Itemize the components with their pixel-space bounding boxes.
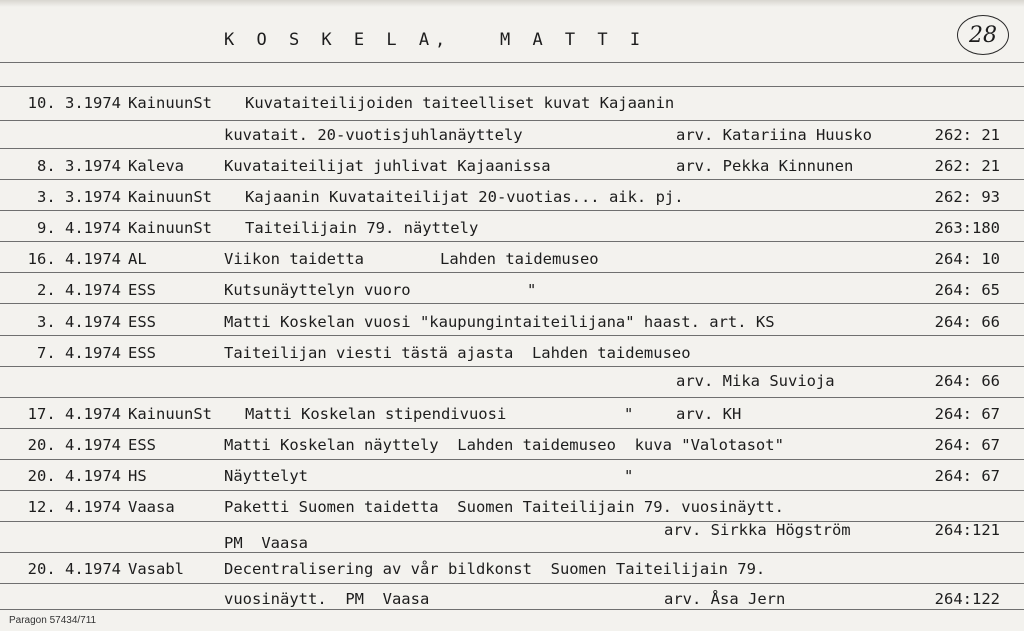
entry-reference: 264: 65: [934, 281, 1000, 299]
entry-title: Matti Koskelan näyttely Lahden taidemuseo kuva "Valotasot": [224, 436, 784, 454]
entry-title-continued: PM Vaasa: [224, 534, 308, 552]
ruled-line: [0, 272, 1024, 273]
entry-note: Lahden taidemuseo: [440, 250, 599, 268]
list-item: [0, 560, 1024, 582]
entry-reviewer: arv. Åsa Jern: [664, 590, 786, 608]
entry-source: ESS: [128, 344, 156, 362]
entry-source: KainuunSt: [128, 188, 212, 206]
list-item: [0, 405, 1024, 427]
entry-date: 12. 4.1974: [27, 498, 121, 516]
ruled-line: [0, 148, 1024, 149]
entry-title: Kajaanin Kuvataiteilijat 20-vuotias... aik. pj.: [245, 188, 684, 206]
list-item: [0, 219, 1024, 241]
entry-reference: 262: 21: [934, 126, 1000, 144]
ruled-line: [0, 459, 1024, 460]
entry-reviewer: arv. Pekka Kinnunen: [676, 157, 854, 175]
entry-date: 3. 3.1974: [37, 188, 121, 206]
page-number: 28: [969, 22, 997, 48]
entry-date: 20. 4.1974: [27, 467, 121, 485]
entry-source: ESS: [128, 281, 156, 299]
entry-title: Kuvataiteilijoiden taiteelliset kuvat Kajaanin: [245, 94, 675, 112]
entry-source: KainuunSt: [128, 219, 212, 237]
entry-date: 3. 4.1974: [37, 313, 121, 331]
entry-reference: 263:180: [934, 219, 1000, 237]
ruled-line: [0, 120, 1024, 121]
list-item: [0, 250, 1024, 272]
ruled-line: [0, 303, 1024, 304]
entry-source: Vasabl: [128, 560, 184, 578]
list-item: [0, 313, 1024, 335]
entry-reference: 264:121: [934, 521, 1000, 539]
entry-date: 8. 3.1974: [37, 157, 121, 175]
list-item: [0, 498, 1024, 520]
list-item: [0, 94, 1024, 116]
entry-date: 20. 4.1974: [27, 560, 121, 578]
list-item: [0, 344, 1024, 366]
entry-title: Paketti Suomen taidetta Suomen Taiteilijain 79. vuosinäytt.: [224, 498, 784, 516]
printer-imprint: Paragon 57434/711: [9, 615, 97, 626]
ditto-mark: ": [624, 405, 634, 423]
entry-title: Kuvataiteilijat juhlivat Kajaanissa: [224, 157, 551, 175]
entry-date: 17. 4.1974: [27, 405, 121, 423]
entry-source: KainuunSt: [128, 94, 212, 112]
entry-source: Vaasa: [128, 498, 175, 516]
entry-reference: 264: 66: [934, 372, 1000, 390]
entry-source: KainuunSt: [128, 405, 212, 423]
entry-title: Kutsunäyttelyn vuoro: [224, 281, 411, 299]
ruled-line: [0, 179, 1024, 180]
entry-title: Näyttelyt: [224, 467, 308, 485]
ruled-line: [0, 583, 1024, 584]
entry-title: Matti Koskelan vuosi "kaupungintaiteilijana" haast. art. KS: [224, 313, 775, 331]
entry-reference: 264: 66: [934, 313, 1000, 331]
entry-reference: 264: 67: [934, 467, 1000, 485]
ruled-line: [0, 366, 1024, 367]
entry-title: Matti Koskelan stipendivuosi: [245, 405, 507, 423]
entry-reference: 262: 93: [934, 188, 1000, 206]
ruled-line: [0, 428, 1024, 429]
card-title: K O S K E L A, M A T T I: [224, 30, 647, 50]
entry-reference: 264:122: [934, 590, 1000, 608]
list-item-continuation: [0, 372, 1024, 394]
entry-source: ESS: [128, 436, 156, 454]
entry-reviewer: arv. Katariina Huusko: [676, 126, 872, 144]
entry-title-continued: vuosinäytt. PM Vaasa: [224, 590, 430, 608]
ruled-line: [0, 86, 1024, 87]
list-item-continuation: [0, 534, 1024, 556]
page-number-circle: [957, 15, 1009, 55]
list-item-continuation: [0, 126, 1024, 148]
list-item: [0, 157, 1024, 179]
ruled-line: [0, 241, 1024, 242]
entry-source: ESS: [128, 313, 156, 331]
ruled-line: [0, 490, 1024, 491]
entry-date: 2. 4.1974: [37, 281, 121, 299]
entry-reviewer: arv. Mika Suvioja: [676, 372, 835, 390]
entry-title: Taiteilijan viesti tästä ajasta Lahden taidemuseo: [224, 344, 691, 362]
entry-title: Decentralisering av vår bildkonst Suomen Taiteilijain 79.: [224, 560, 766, 578]
entry-title: Taiteilijain 79. näyttely: [245, 219, 479, 237]
entry-date: 16. 4.1974: [27, 250, 121, 268]
entry-reference: 262: 21: [934, 157, 1000, 175]
ditto-mark: ": [624, 467, 634, 485]
entry-source: Kaleva: [128, 157, 184, 175]
list-item-continuation: [0, 590, 1024, 612]
entry-date: 9. 4.1974: [37, 219, 121, 237]
entry-date: 7. 4.1974: [37, 344, 121, 362]
entry-title-continued: kuvatait. 20-vuotisjuhlanäyttely: [224, 126, 523, 144]
ditto-mark: ": [527, 281, 537, 299]
entry-reference: 264: 67: [934, 405, 1000, 423]
entry-source: HS: [128, 467, 147, 485]
entry-reviewer: arv. KH: [676, 405, 742, 423]
list-item: [0, 467, 1024, 489]
ruled-line: [0, 335, 1024, 336]
entry-date: 10. 3.1974: [27, 94, 121, 112]
ruled-line: [0, 210, 1024, 211]
list-item: [0, 436, 1024, 458]
entry-reviewer: arv. Sirkka Högström: [664, 521, 851, 539]
entry-source: AL: [128, 250, 147, 268]
list-item: [0, 281, 1024, 303]
ruled-line: [0, 62, 1024, 63]
entry-date: 20. 4.1974: [27, 436, 121, 454]
entry-reference: 264: 10: [934, 250, 1000, 268]
list-item: [0, 188, 1024, 210]
entry-reference: 264: 67: [934, 436, 1000, 454]
paper-top-edge: [0, 0, 1024, 7]
ruled-line: [0, 397, 1024, 398]
entry-title: Viikon taidetta: [224, 250, 364, 268]
